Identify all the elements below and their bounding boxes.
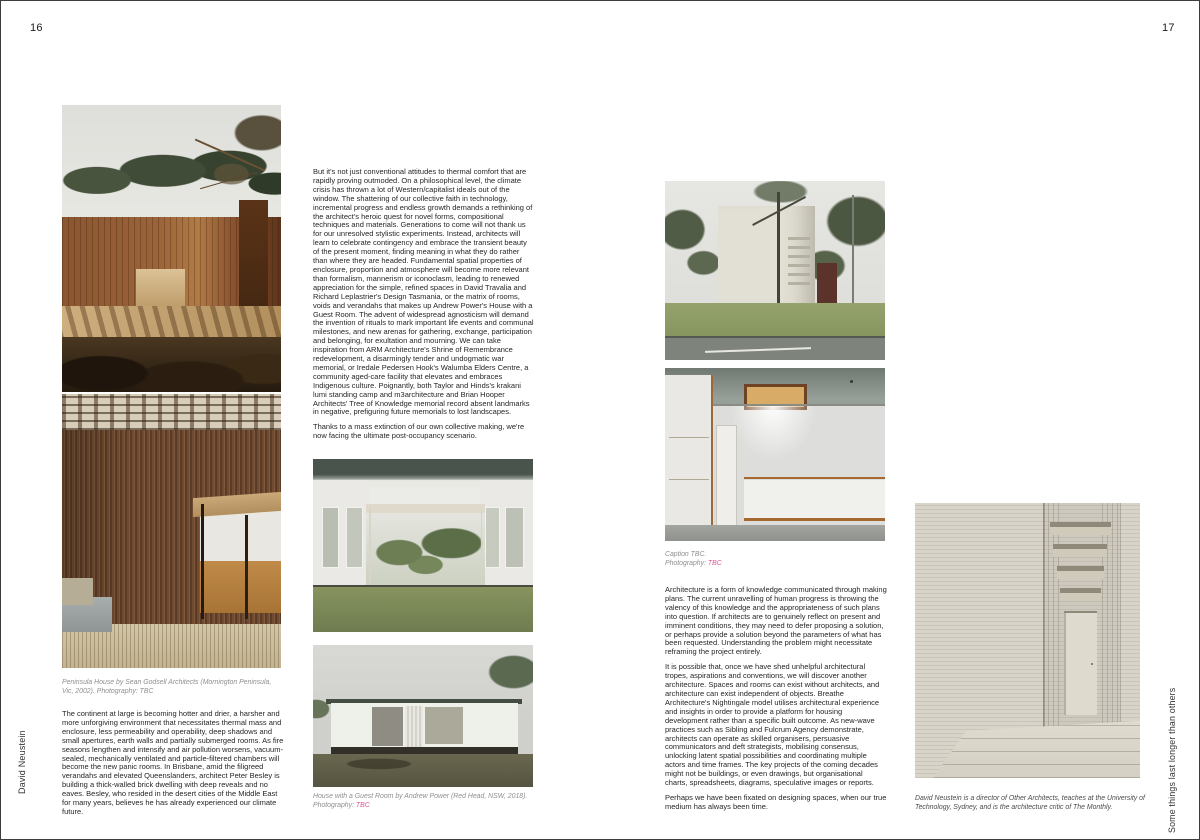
cabinet-line-layer <box>669 479 709 480</box>
foreground-rocks-layer <box>62 337 281 392</box>
caption-line: House with a Guest Room by Andrew Power (Red Head, NSW, 2018). <box>313 793 528 800</box>
article-title-margin-label: Some things last longer than others <box>1167 687 1177 833</box>
photo-courtyard-garden <box>313 459 533 632</box>
photo-timber-screen-courtyard <box>62 394 281 668</box>
downlight-layer <box>850 380 853 383</box>
left-column-body <box>62 710 284 823</box>
photo-textured-brick-wall <box>915 503 1140 778</box>
gravel-layer <box>62 578 93 605</box>
opening-layer <box>425 707 462 744</box>
caption-tbc <box>665 551 885 568</box>
caption-guest-room-house <box>313 793 543 810</box>
paragraph: It is possible that, once we have shed unhelpful architectural tropes, aspirations and conventions, we will discover another architecture. Spaces and rooms can exist without architects, and architecture can exist independent of objects. Breathe Architecture's Nightingale model utilises architectural experience and insights in order to provide a platform for housing development rather than a specific built outcome. As new-wave practices such as Sibling and Fulcrum Agency demonstrate, architects can operate as skilled organisers, persuasive communicators and deft strategists, mobilising consensus, unlocking latent spatial possibilities and coordinating multiple actors and time frames. The key projects of the coming decades might not be buildings, or even drawings, but organisational charts, spreadsheets, diagrams, speculative images or reports. <box>665 662 880 788</box>
stepped-lintel-layer <box>1060 588 1101 600</box>
caption-peninsula-house: Peninsula House by Sean Godsell Architects (Mornington Peninsula, Vic, 2002). Photography: TBC <box>62 679 272 695</box>
post-layer <box>369 507 371 583</box>
stepped-lintel-layer <box>1053 544 1107 556</box>
caption-line: Caption TBC. <box>665 551 707 558</box>
middle-column-body <box>313 168 535 447</box>
door-knob-layer <box>1091 663 1094 666</box>
brick-vent-layer <box>788 235 810 285</box>
paragraph: Thanks to a mass extinction of our own collective making, we're now facing the ultimate post-occupancy scenario. <box>313 422 525 441</box>
door-panel-layer <box>716 425 738 529</box>
window-layer <box>505 507 525 568</box>
balustrade-layer <box>744 480 885 521</box>
curtain-layer <box>405 706 423 747</box>
floor-layer <box>665 525 885 541</box>
window-layer <box>322 507 339 568</box>
photo-guest-room-house <box>313 645 533 787</box>
page-number-right: 17 <box>1162 22 1175 34</box>
paragraph: Perhaps we have been fixated on designing spaces, when our true medium has always been time. <box>665 792 887 811</box>
window-layer <box>346 507 363 568</box>
grass-ground-layer <box>313 754 533 787</box>
caption-line: Photography: <box>313 801 356 809</box>
paragraph: But it's not just conventional attitudes to thermal comfort that are rapidly proving outmoded. On a philosophical level, the climate crisis has thrown a lot of Western/capitalist ideals out of the window. The shattering of our collective faith in technology, incremental progress and endless growth demands a rethinking of the architect's heroic quest for novel forms, compositional techniques and materials. Generations to come will not thank us for our unresolved stylistic experiments. Instead, architects will learn to celebrate contingency and embrace the transient beauty of the present moment, finding meaning in what they do rather than where they are headed. Fundamental spatial properties of enclosure, proportion and atmosphere will become more relevant than formalism, mannerism or iconoclasm, leading to renewed appreciation for the simple, refined spaces in David Travalia and Richard Leplastrier's Design Tasmania, or the matrix of rooms, voids and verandahs that makes up Andrew Power's House with a Guest Room. The advent of widespread agnosticism will demand the invention of rituals to mark important life events and communal milestones, and new arenas for gathering, exchange, participation and belonging, for exultation and mourning. We can take inspiration from ARM Architecture's Shrine of Remembrance redevelopment, a disarmingly tender and undogmatic war memorial, or Iredale Pedersen Hook's Walumba Elders Centre, a community aged-care facility that elevates and embraces Indigenous culture. Poignantly, both Taylor and Hinds's krakani lumi standing camp and m3architecture and Brian Hooper Architects' Tree of Knowledge memorial record absent landmarks in negative, prefiguring future memorials to lost landscapes. <box>313 167 534 417</box>
photo-white-brick-building <box>665 181 885 360</box>
post-layer <box>245 515 248 619</box>
pole-layer <box>852 195 854 310</box>
author-margin-label: David Neustein <box>17 730 27 794</box>
lawn-layer <box>313 587 533 632</box>
cabinet-layer <box>665 375 713 529</box>
caption-tbc-placeholder: TBC <box>355 801 370 809</box>
post-layer <box>201 504 204 619</box>
caption-tbc-placeholder: TBC <box>707 559 722 567</box>
slatted-roof-layer <box>62 394 281 430</box>
photo-interior-lightbox <box>665 368 885 541</box>
light-glow-layer <box>729 406 817 461</box>
stepped-lintel-layer <box>1050 522 1111 534</box>
author-bio: David Neustein is a director of Other Architects, teaches at the University of Technology, Sydney, and is the architecture critic of The Monthly. <box>915 795 1145 811</box>
paragraph: Architecture is a form of knowledge communicated through making plans. The current unravelling of human progress is throwing the valency of this knowledge and the appropriateness of such plans into question. If architects are to genuinely reflect on present and imminent conditions, they may need to defer proposing a solution, or perhaps provide a solution beyond the parameters of what has been requested. Understanding the problem might necessitate reframing the project entirely. <box>665 585 887 657</box>
paragraph: The continent at large is becoming hotter and drier, a harsher and more unforgiving environment that necessitates thermal mass and enclosure, less permeability and operability, deep shadows and small apertures, earth walls and partially submerged rooms. As fire seasons lengthen and intensify and air pollution worsens, vacuum-sealed, mechanically ventilated and particle-filtered chambers will become the new panic rooms. In Brisbane, amid the filigreed verandahs and elevated Queenslanders, architect Peter Besley is building a thick-walled brick dwelling with deep reveals and no eaves. Besley, who resided in the desert cities of the Middle East for many years, believes he has already experienced our climate future. <box>62 709 284 816</box>
garden-trees-layer <box>366 513 485 586</box>
timber-floor-layer <box>200 561 281 613</box>
timber-rail-layer <box>744 477 885 480</box>
window-layer <box>485 507 500 568</box>
caption-line: Photography: <box>665 559 708 567</box>
photo-peninsula-house-exterior <box>62 105 281 392</box>
page-number-left: 16 <box>30 22 43 34</box>
post-layer <box>481 507 483 583</box>
pavilion-wall-layer <box>331 703 518 747</box>
tree-layer <box>665 188 722 292</box>
right-column-body <box>665 586 887 818</box>
cabinet-line-layer <box>669 437 709 438</box>
opening-layer <box>372 707 403 745</box>
stepped-lintel-layer <box>1057 566 1104 578</box>
grass-slope-layer <box>665 303 885 337</box>
